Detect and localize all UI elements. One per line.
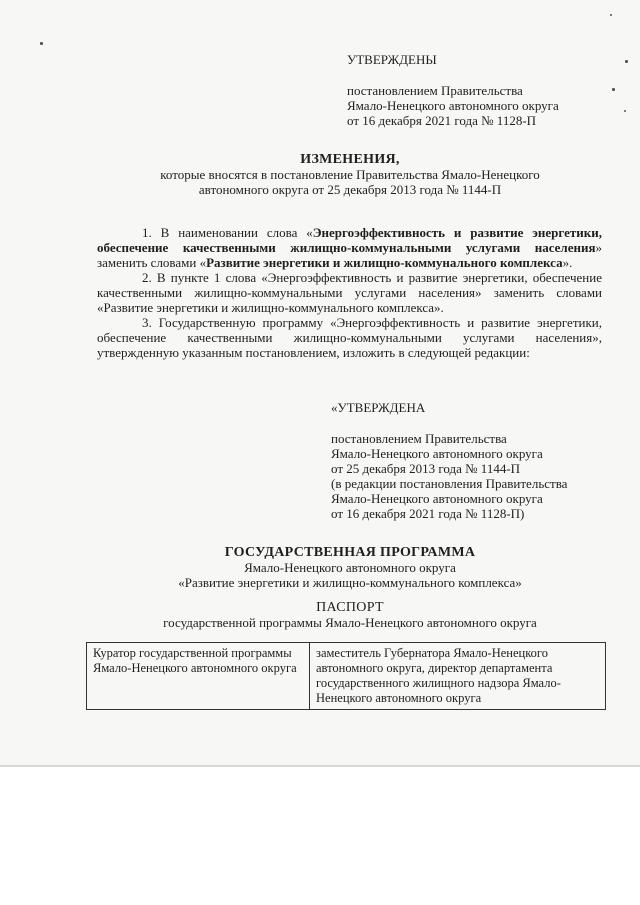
changes-body [97, 225, 602, 360]
program-line: «Развитие энергетики и жилищно-коммунального комплекса» [178, 575, 522, 590]
approval-block-2 [331, 400, 567, 521]
approval2-line: (в редакции постановления Правительства [331, 476, 568, 491]
approval-line: от 16 декабря 2021 года № 1128-П [347, 113, 537, 128]
passport-subtitle: государственной программы Ямало-Ненецкого автономного округа [163, 615, 537, 630]
passport-title: ПАСПОРТ [316, 600, 384, 615]
changes-subtitle-line: автономного округа от 25 декабря 2013 года № 1144-П [198, 182, 502, 197]
passport-value-cell: заместитель Губернатора Ямало-Ненецкого автономного округа, директор департамента государственного жилищного надзора Ямало-Ненецкого автономного округа [310, 643, 606, 710]
approval-line: Ямало-Ненецкого автономного округа [347, 98, 559, 113]
approval2-heading: «УТВЕРЖДЕНА [331, 400, 426, 415]
approval-line: постановлением Правительства [347, 83, 523, 98]
changes-header [90, 152, 610, 197]
table-row [87, 643, 606, 710]
passport-label-cell: Куратор государственной программы Ямало-Ненецкого автономного округа [87, 643, 310, 710]
changes-subtitle-line: которые вносятся в постановление Правительства Ямало-Ненецкого [160, 167, 540, 182]
approval2-line: постановлением Правительства [331, 431, 507, 446]
approval-block [347, 52, 559, 128]
paragraph-2: 2. В пункте 1 слова «Энергоэффективность и развитие энергетики, обеспечение качественными жилищно-коммунальными услугами населения» заменить словами «Развитие энергетики и жилищно-коммунального комплекса». [97, 270, 602, 315]
paragraph-1: 1. В наименовании слова «Энергоэффективность и развитие энергетики, обеспечение качественными жилищно-коммунальными услугами населения» заменить словами «Развитие энергетики и жилищно-коммунального комплекса». [97, 225, 602, 270]
passport-header [90, 600, 610, 630]
program-header [90, 545, 610, 590]
scan-speck [612, 88, 615, 91]
approval2-line: Ямало-Ненецкого автономного округа [331, 446, 543, 461]
approval2-line: Ямало-Ненецкого автономного округа [331, 491, 543, 506]
program-title: ГОСУДАРСТВЕННАЯ ПРОГРАММА [224, 545, 476, 560]
changes-title: ИЗМЕНЕНИЯ, [300, 152, 400, 167]
approval-heading: УТВЕРЖДЕНЫ [347, 52, 437, 67]
scan-speck [624, 110, 626, 112]
approval2-line: от 25 декабря 2013 года № 1144-П [331, 461, 521, 476]
approval2-line: от 16 декабря 2021 года № 1128-П) [331, 506, 525, 521]
program-line: Ямало-Ненецкого автономного округа [244, 560, 456, 575]
scan-bottom-edge [0, 765, 640, 767]
scan-speck [40, 42, 43, 45]
paragraph-3: 3. Государственную программу «Энергоэффективность и развитие энергетики, обеспечение качественными жилищно-коммунальными услугами населения», утвержденную указанным постановлением, изложить в следующей редакции: [97, 315, 602, 360]
scan-speck [625, 60, 628, 63]
scan-speck [610, 14, 612, 16]
passport-table [86, 642, 606, 710]
